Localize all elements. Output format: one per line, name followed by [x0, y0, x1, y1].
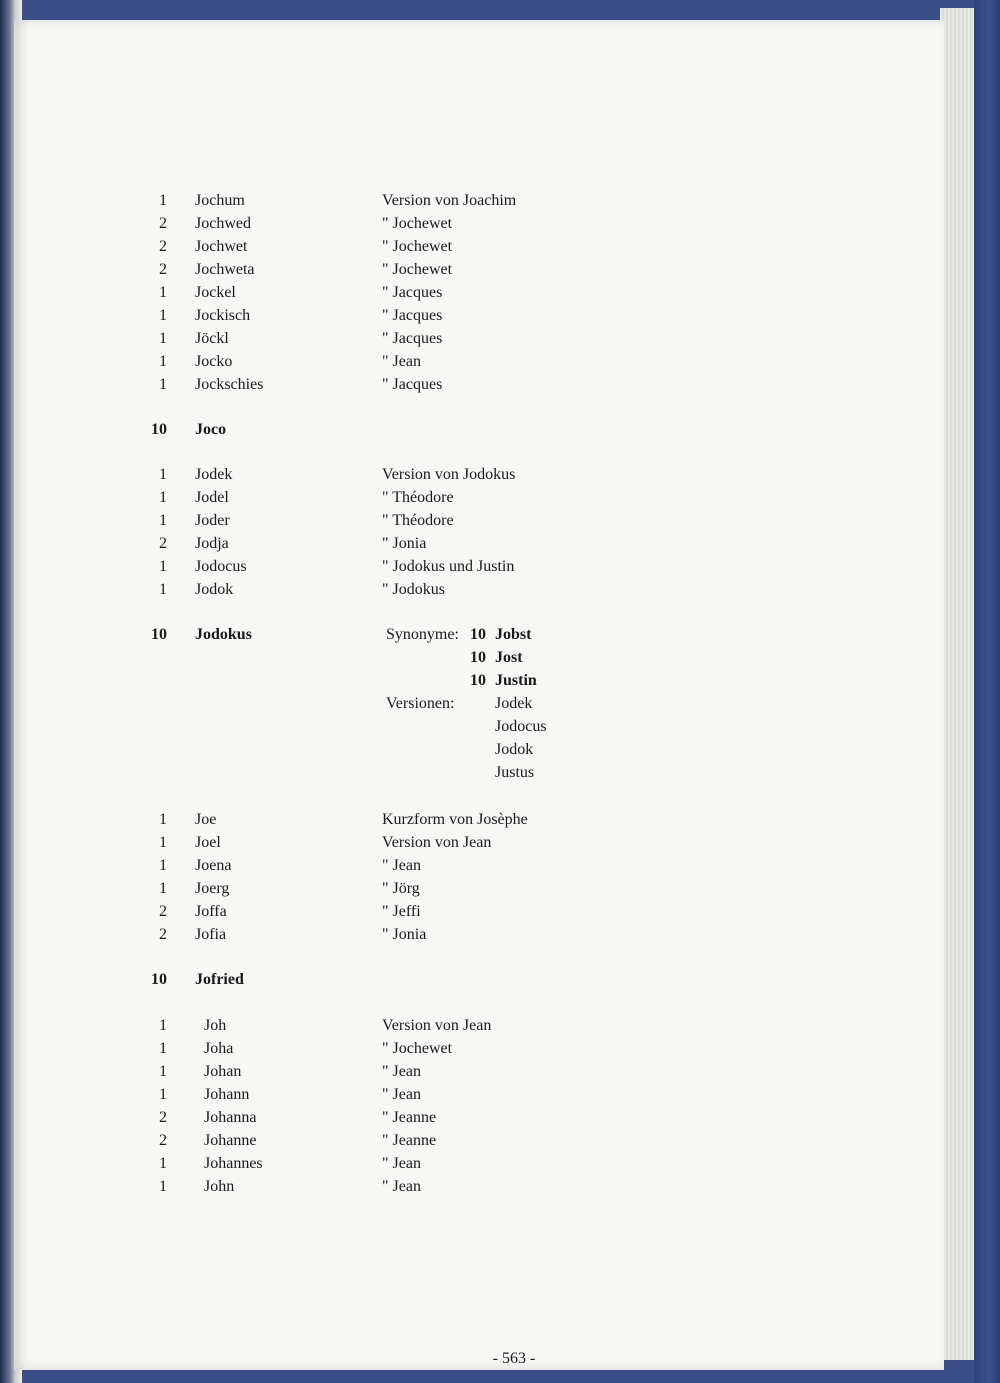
entry-count: 1 [159, 857, 167, 874]
entry-relation: " Jörg [382, 880, 420, 897]
entry-row [14, 1153, 714, 1175]
page-stack-edge [940, 8, 975, 1360]
version-row [495, 762, 615, 784]
entry-name: Jofried [195, 971, 244, 988]
page-number: - 563 - [492, 1350, 536, 1367]
version-name: Jodok [495, 741, 534, 758]
entry-relation: Versionen: [386, 695, 455, 712]
entry-row [14, 464, 714, 486]
entry-count: 1 [159, 192, 167, 209]
entry-name: Jockschies [195, 376, 264, 393]
entry-row [14, 1015, 714, 1037]
version-row [495, 693, 615, 715]
entry-row [14, 1038, 714, 1060]
entry-relation: Version von Jean [382, 834, 492, 851]
entry-row [14, 236, 714, 258]
entry-name: Joffa [195, 903, 227, 920]
entry-count: 1 [159, 376, 167, 393]
synonym-name: Justin [495, 672, 537, 689]
entry-relation: " Jean [382, 1155, 421, 1172]
entry-relation: " Jacques [382, 376, 443, 393]
entry-count: 1 [159, 466, 167, 483]
entry-count: 2 [159, 238, 167, 255]
entry-row [14, 924, 714, 946]
entry-row [14, 190, 714, 212]
entry-row [14, 510, 714, 532]
entry-relation: " Jonia [382, 535, 427, 552]
synonym-count: 10 [470, 672, 486, 689]
entry-name: Joel [195, 834, 221, 851]
entry-relation: " Jeanne [382, 1109, 437, 1126]
entry-name: Jochwet [195, 238, 248, 255]
entry-relation: " Jacques [382, 307, 443, 324]
entry-row [14, 533, 714, 555]
entry-count: 1 [159, 811, 167, 828]
entry-row [14, 1176, 714, 1198]
entry-row [14, 901, 714, 923]
entry-relation: " Jean [382, 1086, 421, 1103]
entry-relation: " Jodokus und Justin [382, 558, 515, 575]
entry-name: Jodel [195, 489, 229, 506]
entry-row [14, 259, 714, 281]
entry-relation: Version von Jodokus [382, 466, 516, 483]
entry-name: Jodek [195, 466, 233, 483]
entry-name: Jochwed [195, 215, 251, 232]
entry-name: Joh [204, 1017, 227, 1034]
entry-name: Joder [195, 512, 230, 529]
entry-name: Jofia [195, 926, 227, 943]
synonym-count: 10 [470, 626, 486, 643]
entry-name: Jocko [195, 353, 233, 370]
entry-row [14, 1107, 714, 1129]
entry-row [14, 647, 714, 669]
entry-count: 2 [159, 535, 167, 552]
entry-count: 1 [159, 834, 167, 851]
entry-relation: Version von Joachim [382, 192, 517, 209]
entry-count: 2 [159, 926, 167, 943]
entry-count: 1 [159, 880, 167, 897]
version-row [495, 739, 615, 761]
entry-count: 2 [159, 215, 167, 232]
entry-relation: " Jean [382, 1178, 421, 1195]
entry-name: Jochweta [195, 261, 255, 278]
entry-relation: " Jodokus [382, 581, 445, 598]
entry-count: 2 [159, 1109, 167, 1126]
entry-relation: " Jochewet [382, 261, 453, 278]
synonym-row [470, 647, 590, 669]
synonym-row [470, 670, 590, 692]
entry-count: 10 [151, 421, 167, 438]
entry-count: 1 [159, 307, 167, 324]
entry-relation: " Jean [382, 1063, 421, 1080]
entry-relation: Version von Jean [382, 1017, 492, 1034]
entry-count: 1 [159, 489, 167, 506]
entry-row [14, 556, 714, 578]
entry-count: 2 [159, 261, 167, 278]
entry-name: Jodja [195, 535, 229, 552]
entry-count: 1 [159, 512, 167, 529]
entry-name: Johanna [204, 1109, 257, 1126]
version-name: Jodocus [495, 718, 547, 735]
entry-name: Jöckl [195, 330, 229, 347]
entry-count: 1 [159, 284, 167, 301]
synonym-row [470, 624, 590, 646]
entry-row [14, 487, 714, 509]
entry-name: Joco [195, 421, 227, 438]
entry-row [14, 351, 714, 373]
book-cover-edge [974, 0, 1000, 1383]
version-name: Justus [495, 764, 535, 781]
entry-name: Johan [204, 1063, 242, 1080]
entry-relation: " Jeanne [382, 1132, 437, 1149]
entry-relation: " Théodore [382, 489, 454, 506]
entry-name: Johanne [204, 1132, 257, 1149]
entry-row [14, 213, 714, 235]
entry-row [14, 969, 714, 991]
entry-row [14, 1130, 714, 1152]
entry-row [14, 374, 714, 396]
entry-name: Joha [204, 1040, 234, 1057]
entry-count: 1 [159, 581, 167, 598]
entry-count: 2 [159, 903, 167, 920]
entry-name: Joe [195, 811, 217, 828]
entry-relation: " Jacques [382, 330, 443, 347]
entry-name: Jodocus [195, 558, 247, 575]
entry-row [14, 282, 714, 304]
entry-row [14, 1061, 714, 1083]
entry-count: 2 [159, 1132, 167, 1149]
entry-relation: Synonyme: [386, 626, 459, 643]
entry-relation: " Théodore [382, 512, 454, 529]
entry-count: 10 [151, 626, 167, 643]
entry-relation: " Jeffi [382, 903, 421, 920]
entry-name: Jockisch [195, 307, 251, 324]
entry-relation: " Jochewet [382, 238, 453, 255]
entry-name: Jodokus [195, 626, 252, 643]
entry-name: Jochum [195, 192, 245, 209]
entry-relation: " Jochewet [382, 1040, 453, 1057]
synonym-name: Jost [495, 649, 523, 666]
entry-row [14, 328, 714, 350]
entry-count: 1 [159, 1063, 167, 1080]
entry-row [14, 624, 714, 646]
entry-name: Johannes [204, 1155, 263, 1172]
entry-relation: Kurzform von Josèphe [382, 811, 528, 828]
entry-count: 1 [159, 1155, 167, 1172]
version-name: Jodek [495, 695, 533, 712]
entry-name: Johann [204, 1086, 250, 1103]
entry-row [14, 855, 714, 877]
version-row [495, 716, 615, 738]
entry-row [14, 832, 714, 854]
entry-row [14, 579, 714, 601]
entry-count: 1 [159, 1040, 167, 1057]
entry-count: 1 [159, 1086, 167, 1103]
entry-row [14, 419, 714, 441]
entry-count: 10 [151, 971, 167, 988]
entry-name: Joerg [195, 880, 230, 897]
entry-count: 1 [159, 1178, 167, 1195]
entry-count: 1 [159, 330, 167, 347]
entry-relation: " Jochewet [382, 215, 453, 232]
entry-name: Jodok [195, 581, 234, 598]
entry-row [14, 670, 714, 692]
entry-name: Joena [195, 857, 232, 874]
synonym-count: 10 [470, 649, 486, 666]
entry-row [14, 809, 714, 831]
synonym-name: Jobst [495, 626, 532, 643]
entry-row [14, 305, 714, 327]
entry-relation: " Jean [382, 353, 421, 370]
book-page [14, 20, 944, 1370]
entry-count: 1 [159, 353, 167, 370]
entry-name: Jockel [195, 284, 236, 301]
entry-count: 1 [159, 1017, 167, 1034]
entry-name: John [204, 1178, 235, 1195]
entry-relation: " Jonia [382, 926, 427, 943]
entry-relation: " Jacques [382, 284, 443, 301]
entry-row [14, 1084, 714, 1106]
entry-row [14, 878, 714, 900]
entry-relation: " Jean [382, 857, 421, 874]
entry-count: 1 [159, 558, 167, 575]
